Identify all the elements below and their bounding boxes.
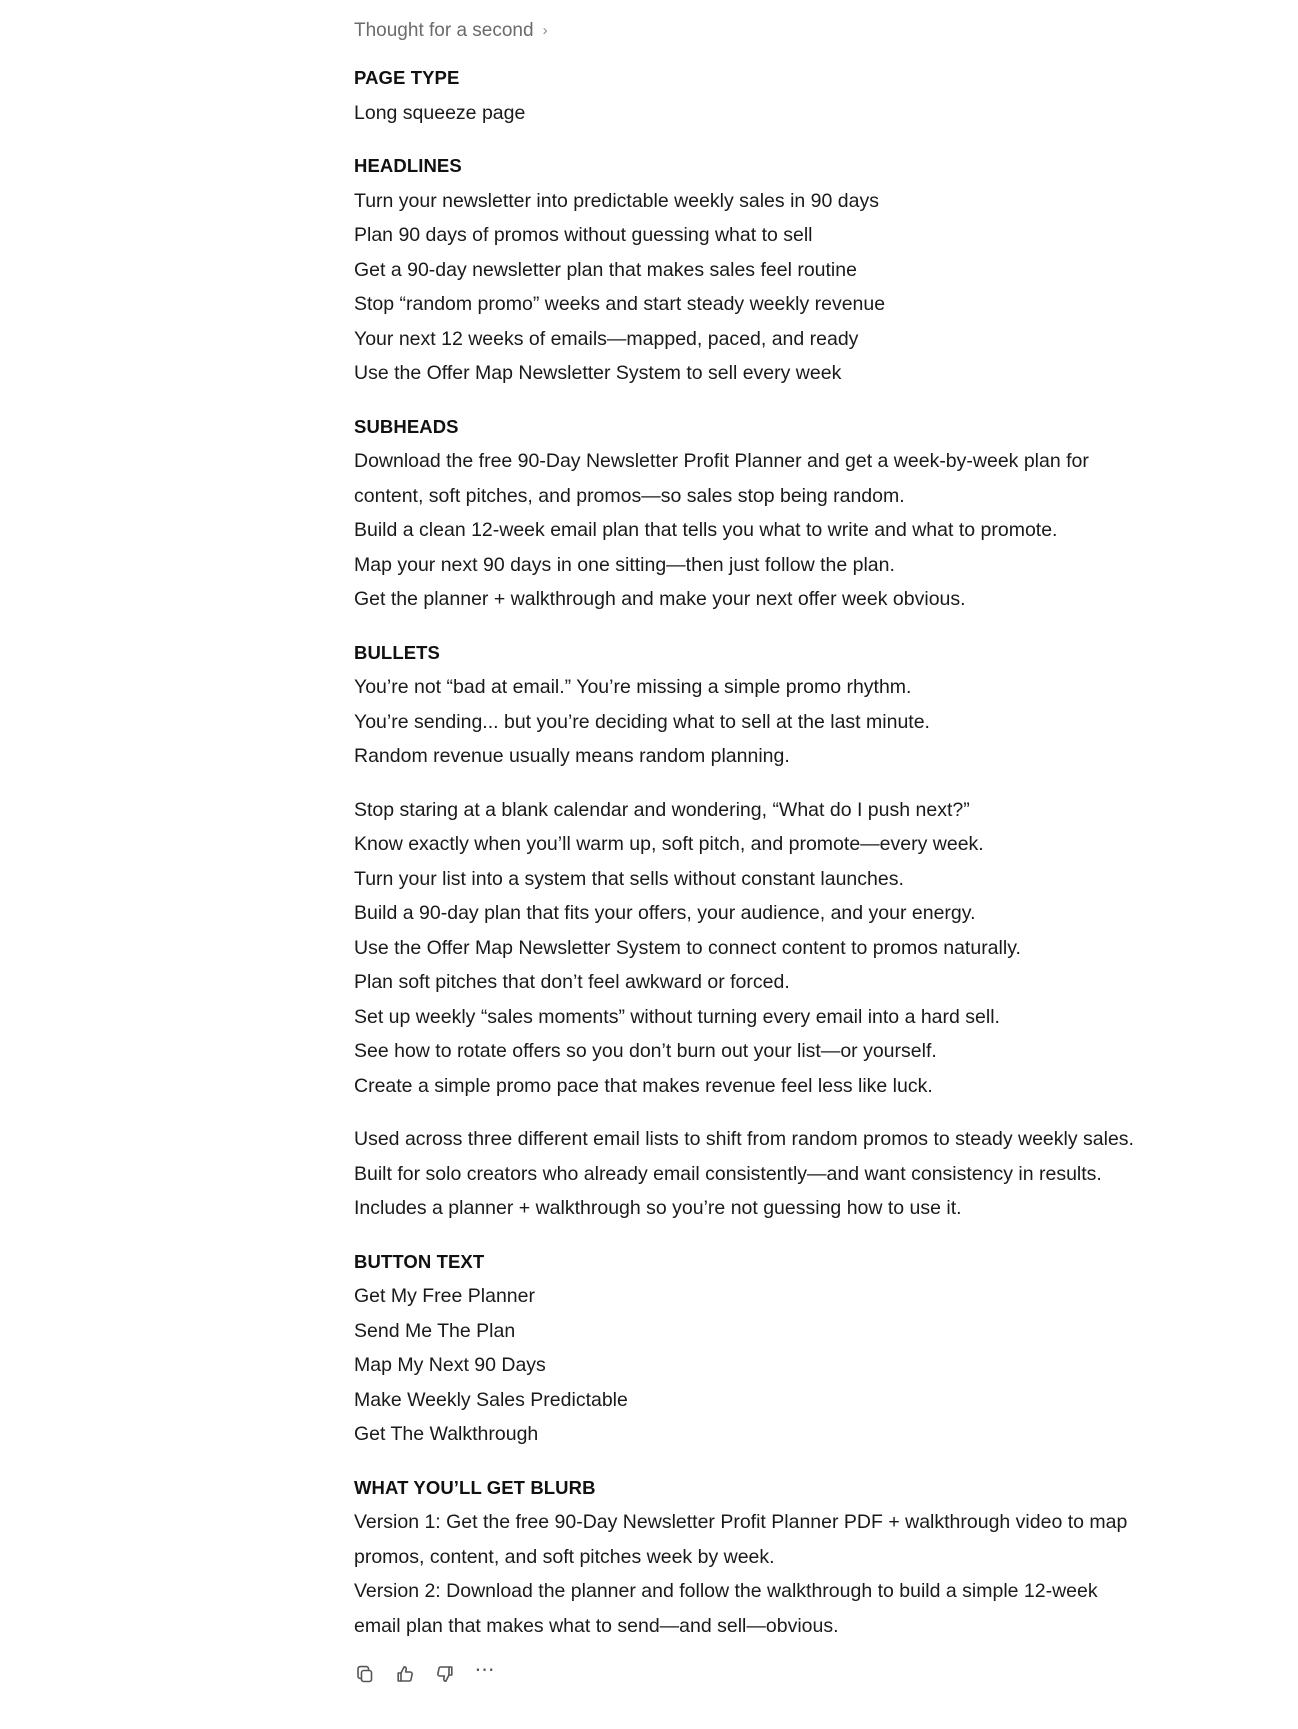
more-options-icon: ⋯ (474, 1659, 496, 1681)
button-text-line: Get The Walkthrough (354, 1423, 539, 1445)
section-headlines (354, 149, 1174, 391)
bullet-line: Create a simple promo pace that makes revenue feel less like luck. (354, 1074, 933, 1097)
section-label-page-type: PAGE TYPE (354, 67, 460, 88)
headline-line: Get a 90-day newsletter plan that makes sales feel routine (354, 258, 857, 281)
thumbs-up-button[interactable] (394, 1663, 416, 1685)
bullet-line: See how to rotate offers so you don’t burn out your list—or yourself. (354, 1040, 937, 1062)
section-label-subheads: SUBHEADS (354, 415, 459, 437)
bullet-group-1 (354, 670, 1174, 774)
button-text-line: Make Weekly Sales Predictable (354, 1388, 628, 1411)
subhead-line: content, soft pitches, and promos—so sales stop being random. (354, 484, 905, 507)
section-label-bullets: BULLETS (354, 641, 441, 663)
headline-line: Your next 12 weeks of emails—mapped, paced, and ready (354, 327, 859, 350)
section-page-type (354, 61, 1174, 130)
bullet-line: You’re sending... but you’re deciding what to sell at the last minute. (354, 710, 930, 733)
more-options-button[interactable] (474, 1659, 496, 1685)
subhead-line: Download the free 90-Day Newsletter Profit Planner and get a week-by-week plan for (354, 450, 1089, 472)
section-bullets (354, 636, 1174, 1226)
copy-button[interactable] (354, 1663, 376, 1685)
section-label-headlines: HEADLINES (354, 155, 462, 176)
page-type-line: Long squeeze page (354, 101, 526, 124)
section-label-what-youll-get: WHAT YOU’LL GET BLURB (354, 1476, 596, 1498)
copy-icon (355, 1664, 375, 1684)
message-action-bar (354, 1659, 1174, 1689)
bullet-line: Turn your list into a system that sells without constant launches. (354, 867, 904, 890)
button-text-line: Get My Free Planner (354, 1285, 535, 1307)
bullet-line: Know exactly when you’ll warm up, soft pitch, and promote—every week. (354, 833, 984, 855)
subhead-line: Map your next 90 days in one sitting—then just follow the plan. (354, 553, 895, 576)
section-button-text (354, 1245, 1174, 1452)
section-subheads (354, 410, 1174, 617)
assistant-message (354, 17, 1174, 1689)
bullet-line: Used across three different email lists to shift from random promos to steady weekly sales. (354, 1128, 1134, 1150)
chevron-right-icon: › (542, 21, 548, 39)
thought-toggle[interactable] (354, 17, 1174, 45)
button-text-line: Map My Next 90 Days (354, 1354, 546, 1376)
bullet-line: Use the Offer Map Newsletter System to connect content to promos naturally. (354, 936, 1021, 959)
blurb-line: promos, content, and soft pitches week by week. (354, 1545, 775, 1568)
bullet-line: Random revenue usually means random planning. (354, 745, 790, 767)
subhead-line: Get the planner + walkthrough and make your next offer week obvious. (354, 588, 966, 610)
bullet-line: Includes a planner + walkthrough so you’re not guessing how to use it. (354, 1197, 962, 1219)
bullet-line: Built for solo creators who already email consistently—and want consistency in results. (354, 1162, 1102, 1185)
button-text-line: Send Me The Plan (354, 1319, 516, 1342)
bullet-line: Set up weekly “sales moments” without turning every email into a hard sell. (354, 1005, 1000, 1028)
blurb-line: Version 1: Get the free 90-Day Newsletter Profit Planner PDF + walkthrough video to map (354, 1511, 1128, 1533)
subhead-line: Build a clean 12-week email plan that tells you what to write and what to promote. (354, 519, 1058, 541)
bullet-line: You’re not “bad at email.” You’re missing a simple promo rhythm. (354, 676, 912, 698)
blurb-line: Version 2: Download the planner and follow the walkthrough to build a simple 12-week (354, 1580, 1098, 1602)
headline-line: Plan 90 days of promos without guessing what to sell (354, 224, 813, 246)
thumbs-down-button[interactable] (434, 1663, 456, 1685)
thumbs-down-icon (435, 1664, 455, 1684)
bullet-group-2 (354, 793, 1174, 1104)
bullet-line: Plan soft pitches that don’t feel awkward or forced. (354, 971, 790, 993)
bullet-line: Stop staring at a blank calendar and wondering, “What do I push next?” (354, 798, 970, 821)
section-label-button-text: BUTTON TEXT (354, 1250, 485, 1272)
blurb-line: email plan that makes what to send—and sell—obvious. (354, 1614, 839, 1637)
bullet-line: Build a 90-day plan that fits your offers, your audience, and your energy. (354, 902, 976, 924)
bullet-group-3 (354, 1122, 1174, 1226)
headline-line: Stop “random promo” weeks and start steady weekly revenue (354, 293, 886, 315)
headline-line: Turn your newsletter into predictable weekly sales in 90 days (354, 189, 879, 212)
thought-label: Thought for a second (354, 20, 534, 41)
headline-line: Use the Offer Map Newsletter System to sell every week (354, 362, 842, 384)
thumbs-up-icon (395, 1664, 415, 1684)
section-what-youll-get (354, 1471, 1174, 1644)
